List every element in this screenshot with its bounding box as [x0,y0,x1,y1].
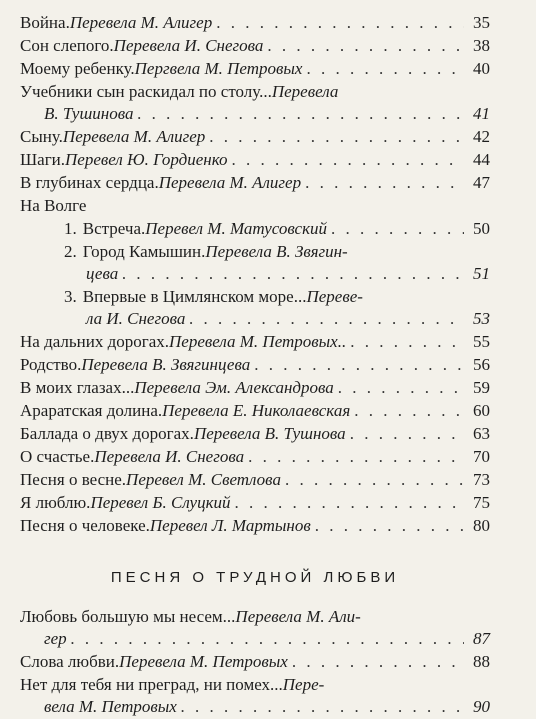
leader-dots [122,263,464,285]
entry-title: Сыну. [20,127,63,146]
leader-dots [285,469,464,491]
entry-page-number: 63 [473,424,490,443]
entry-title: В глубинах сердца. [20,173,159,192]
entry-translator: Перевела [271,82,339,101]
toc-entry [20,423,490,445]
leader-dots [267,35,464,57]
toc-entry-line [20,149,490,171]
toc-entry-continuation [20,628,490,650]
leader-dots [181,696,464,718]
entry-title: Нет для тебя ни преград, ни помех... [20,675,283,694]
group-items [20,218,490,330]
toc-entry-continuation [20,696,490,718]
toc-entry [64,286,490,330]
entry-translator: Перевел Б. Слуцкий [90,493,231,512]
toc-entry-line [20,377,490,399]
entry-translator: Перевела М. Алигер [69,13,213,32]
entry-page-number: 87 [473,629,490,648]
leader-dots [350,423,464,445]
entry-title: Война. [20,13,70,32]
entry-translator: Перевела Эм. Александрова [134,378,334,397]
entry-page-number: 47 [473,173,490,192]
toc-entry-line [20,331,490,353]
toc-entry [20,35,490,57]
toc-entry-line [20,58,490,80]
toc-entry-line [20,12,490,34]
entry-page-number: 56 [473,355,490,374]
entry-translator: Пергвела М. Петровых [134,59,303,78]
leader-dots [189,308,464,330]
entry-page-number: 90 [473,697,490,716]
entry-page-number: 51 [473,264,490,283]
toc-entry [20,606,490,650]
entry-title: Родство. [20,355,82,374]
toc-part-3 [20,606,490,718]
entry-page-number: 60 [473,401,490,420]
entry-translator: Перевел Л. Мартынов [149,516,311,535]
toc-entry-line [20,35,490,57]
leader-dots [305,172,464,194]
toc-entry-line [20,423,490,445]
leader-dots [354,400,464,422]
entry-page-number: 38 [473,36,490,55]
toc-group-na-volge [20,195,490,330]
toc-entry-line [20,515,490,537]
leader-dots [306,58,464,80]
toc-entry [20,172,490,194]
table-of-contents [20,12,490,719]
entry-title: Я люблю. [20,493,91,512]
entry-translator: Перевел М. Светлова [126,470,281,489]
toc-entry-line [20,172,490,194]
toc-entry [64,241,490,285]
toc-entry-line [20,492,490,514]
toc-entry [20,651,490,673]
toc-entry-line [20,126,490,148]
entry-title: Встреча. [82,219,146,238]
toc-entry [20,58,490,80]
leader-dots [338,377,464,399]
toc-entry-line [20,469,490,491]
toc-entry-line [64,286,490,308]
toc-part-2 [20,331,490,537]
entry-title: Баллада о двух дорогах. [20,424,194,443]
entry-page-number: 80 [473,516,490,535]
entry-title: Любовь большую мы несем... [20,607,236,626]
leader-dots [331,218,464,240]
toc-entry [20,149,490,171]
entry-translator-cont: гер [44,629,67,648]
toc-entry [64,218,490,240]
entry-page-number: 70 [473,447,490,466]
entry-translator: Перевела М. Али- [235,607,361,626]
entry-page-number: 40 [473,59,490,78]
toc-entry-line [20,400,490,422]
entry-translator: Переве- [306,287,363,306]
toc-entry-line [64,218,490,240]
leader-dots [248,446,464,468]
entry-number: 1. [64,219,77,238]
entry-translator-cont: цева [86,264,119,283]
toc-entry-line [20,606,490,628]
toc-entry [20,515,490,537]
group-label: На Волге [20,196,87,215]
entry-translator: Перевела И. Снегова [94,447,245,466]
leader-dots [138,103,464,125]
toc-entry [20,492,490,514]
entry-translator: Перевела В. Звягинцева [81,355,251,374]
entry-page-number: 59 [473,378,490,397]
toc-entry [20,81,490,125]
entry-title: О счастье. [20,447,95,466]
toc-part-1 [20,12,490,194]
entry-translator: Перевела М. Алигер [62,127,206,146]
entry-translator-cont: В. Тушинова [44,104,134,123]
entry-title: Слова любви. [20,652,120,671]
entry-title: На дальних дорогах. [20,332,170,351]
entry-translator: Перевел М. Матусовский [145,219,328,238]
toc-entry-line [20,81,490,103]
leader-dots [254,354,464,376]
entry-page-number: 75 [473,493,490,512]
entry-title: Песня о весне. [20,470,127,489]
entry-translator: Перевела В. Тушнова [193,424,346,443]
entry-page-number: 35 [473,13,490,32]
entry-translator: Перевела Е. Николаевская [162,401,351,420]
leader-dots [232,149,464,171]
toc-entry-line [20,651,490,673]
toc-entry-continuation [64,263,490,285]
toc-entry [20,12,490,34]
leader-dots [292,651,464,673]
entry-page-number: 73 [473,470,490,489]
entry-page-number: 41 [473,104,490,123]
toc-entry [20,446,490,468]
toc-entry [20,354,490,376]
entry-translator: Перевел Ю. Гордиенко [65,150,228,169]
entry-translator: Пере- [282,675,325,694]
entry-title: В моих глазах... [20,378,135,397]
entry-page-number: 42 [473,127,490,146]
entry-translator-cont: вела М. Петровых [44,697,177,716]
entry-translator: Перевела И. Снегова [113,36,264,55]
toc-entry-continuation [20,103,490,125]
entry-number: 2. [64,242,77,261]
entry-title: Город Камышин. [82,242,206,261]
entry-page-number: 88 [473,652,490,671]
entry-title: Моему ребенку. [20,59,135,78]
toc-entry-line [20,354,490,376]
toc-entry [20,674,490,718]
entry-title: Шаги. [20,150,66,169]
leader-dots [315,515,464,537]
toc-entry [20,400,490,422]
toc-entry-continuation [64,308,490,330]
toc-entry [20,331,490,353]
leader-dots [235,492,464,514]
leader-dots [71,628,464,650]
entry-translator: Перевела В. Звягин- [205,242,348,261]
toc-entry [20,469,490,491]
entry-title: Песня о человеке. [20,516,150,535]
entry-translator-cont: ла И. Снегова [86,309,186,328]
entry-translator: Перевела М. Петровых [119,652,288,671]
toc-entry [20,377,490,399]
toc-entry [20,126,490,148]
entry-page-number: 53 [473,309,490,328]
entry-translator: Перевела М. Петровых.. [169,332,347,351]
entry-number: 3. [64,287,77,306]
entry-page-number: 44 [473,150,490,169]
entry-translator: Перевела М. Алигер [158,173,302,192]
entry-page-number: 50 [473,219,490,238]
leader-dots [350,331,464,353]
entry-page-number: 55 [473,332,490,351]
entry-title: Впервые в Цимлянском море... [82,287,307,306]
leader-dots [209,126,464,148]
toc-entry-line [20,674,490,696]
leader-dots [216,12,464,34]
toc-entry-line [64,241,490,263]
entry-title: Сон слепого. [20,36,114,55]
entry-title: Учебники сын раскидал по столу... [20,82,272,101]
section-title: ПЕСНЯ О ТРУДНОЙ ЛЮБВИ [110,569,400,586]
entry-title: Араратская долина. [20,401,163,420]
toc-entry-line [20,446,490,468]
